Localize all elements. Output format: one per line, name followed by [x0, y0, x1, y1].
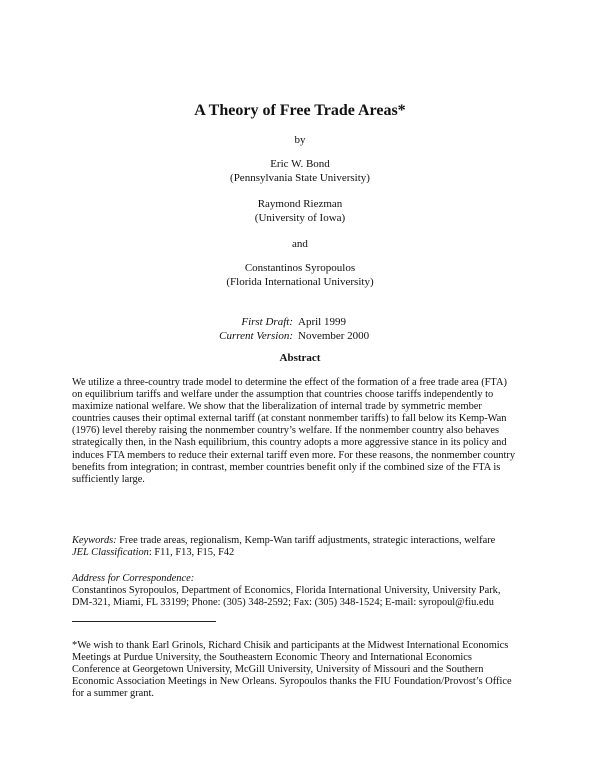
correspondence-block	[72, 573, 542, 609]
paper-title: A Theory of Free Trade Areas*	[194, 102, 406, 119]
footnote-line: for a summer grant.	[72, 688, 154, 700]
keywords-value: Free trade areas, regionalism, Kemp-Wan tariff adjustments, strategic interactions, welfare	[116, 535, 496, 546]
abstract-line: on equilibrium tariffs and welfare under the assumption that countries choose tariffs independently to	[72, 389, 494, 401]
footnote-line: Conference at Georgetown University, McGill University, University of Missouri and the Southern	[72, 664, 484, 676]
abstract-line: maximize national welfare. We show that the liberalization of internal trade by symmetric member	[72, 401, 482, 413]
author-name-2: Raymond Riezman	[257, 198, 343, 210]
abstract-heading: Abstract	[279, 352, 321, 364]
abstract-body	[72, 377, 528, 486]
footnote-block	[72, 640, 542, 700]
keywords-label: Keywords:	[72, 535, 117, 546]
footnote-line: *We wish to thank Earl Grinols, Richard Chisik and participants at the Midwest International Economics	[72, 640, 509, 651]
keywords-row	[72, 535, 542, 547]
jel-value: : F11, F13, F15, F42	[148, 547, 235, 559]
first-draft-row	[0, 315, 600, 329]
author-name-3: Constantinos Syropoulos	[244, 262, 356, 274]
jel-row	[72, 547, 542, 559]
footnote-line: Economic Association Meetings in New Orleans. Syropoulos thanks the FIU Foundation/Provost’s Office	[72, 676, 512, 688]
jel-label: JEL Classification	[72, 547, 149, 559]
current-version-label: Current Version:	[219, 330, 293, 342]
abstract-line: (1976) level thereby raising the nonmember country’s welfare. If the nonmember country also behaves	[72, 425, 500, 437]
footnote-line: Meetings at Purdue University, the Southeastern Economic Theory and International Economics	[72, 652, 472, 664]
first-draft-label: First Draft:	[241, 316, 293, 328]
author-affiliation-1: (Pennsylvania State University)	[230, 172, 370, 184]
first-draft-value: April 1999	[298, 316, 346, 328]
current-version-row	[0, 329, 600, 343]
abstract-line: strategically then, in the Nash equilibrium, this country adopts a more aggressive stance in its policy and	[72, 437, 507, 449]
abstract-line: We utilize a three-country trade model to determine the effect of the formation of a free trade area (FTA)	[72, 377, 507, 388]
and-separator: and	[292, 238, 308, 250]
abstract-line: countries causes their optimal external tariff (at constant nonmember tariffs) to fall below its Kemp-Wan	[72, 413, 507, 425]
current-version-value: November 2000	[298, 330, 370, 342]
correspondence-label: Address for Correspondence:	[72, 573, 195, 584]
author-affiliation-2: (University of Iowa)	[254, 212, 346, 224]
keywords-block	[72, 535, 542, 559]
author-name-1: Eric W. Bond	[270, 158, 330, 170]
abstract-line: benefits from integration; in contrast, member countries benefit only if the combined size of the FTA is	[72, 461, 501, 473]
by-line: by	[294, 134, 306, 146]
correspondence-line: Constantinos Syropoulos, Department of Economics, Florida International University, University Park,	[72, 585, 501, 597]
abstract-line: induces FTA members to reduce their external tariff even more. For these reasons, the nonmember country	[72, 449, 516, 461]
footnote-rule	[72, 621, 216, 622]
correspondence-line: DM-321, Miami, FL 33199; Phone: (305) 348-2592; Fax: (305) 348-1524; E-mail: syropoul@fiu.edu	[72, 597, 494, 609]
author-affiliation-3: (Florida International University)	[226, 276, 374, 288]
abstract-line: sufficiently large.	[72, 473, 145, 485]
draft-dates	[0, 315, 600, 343]
